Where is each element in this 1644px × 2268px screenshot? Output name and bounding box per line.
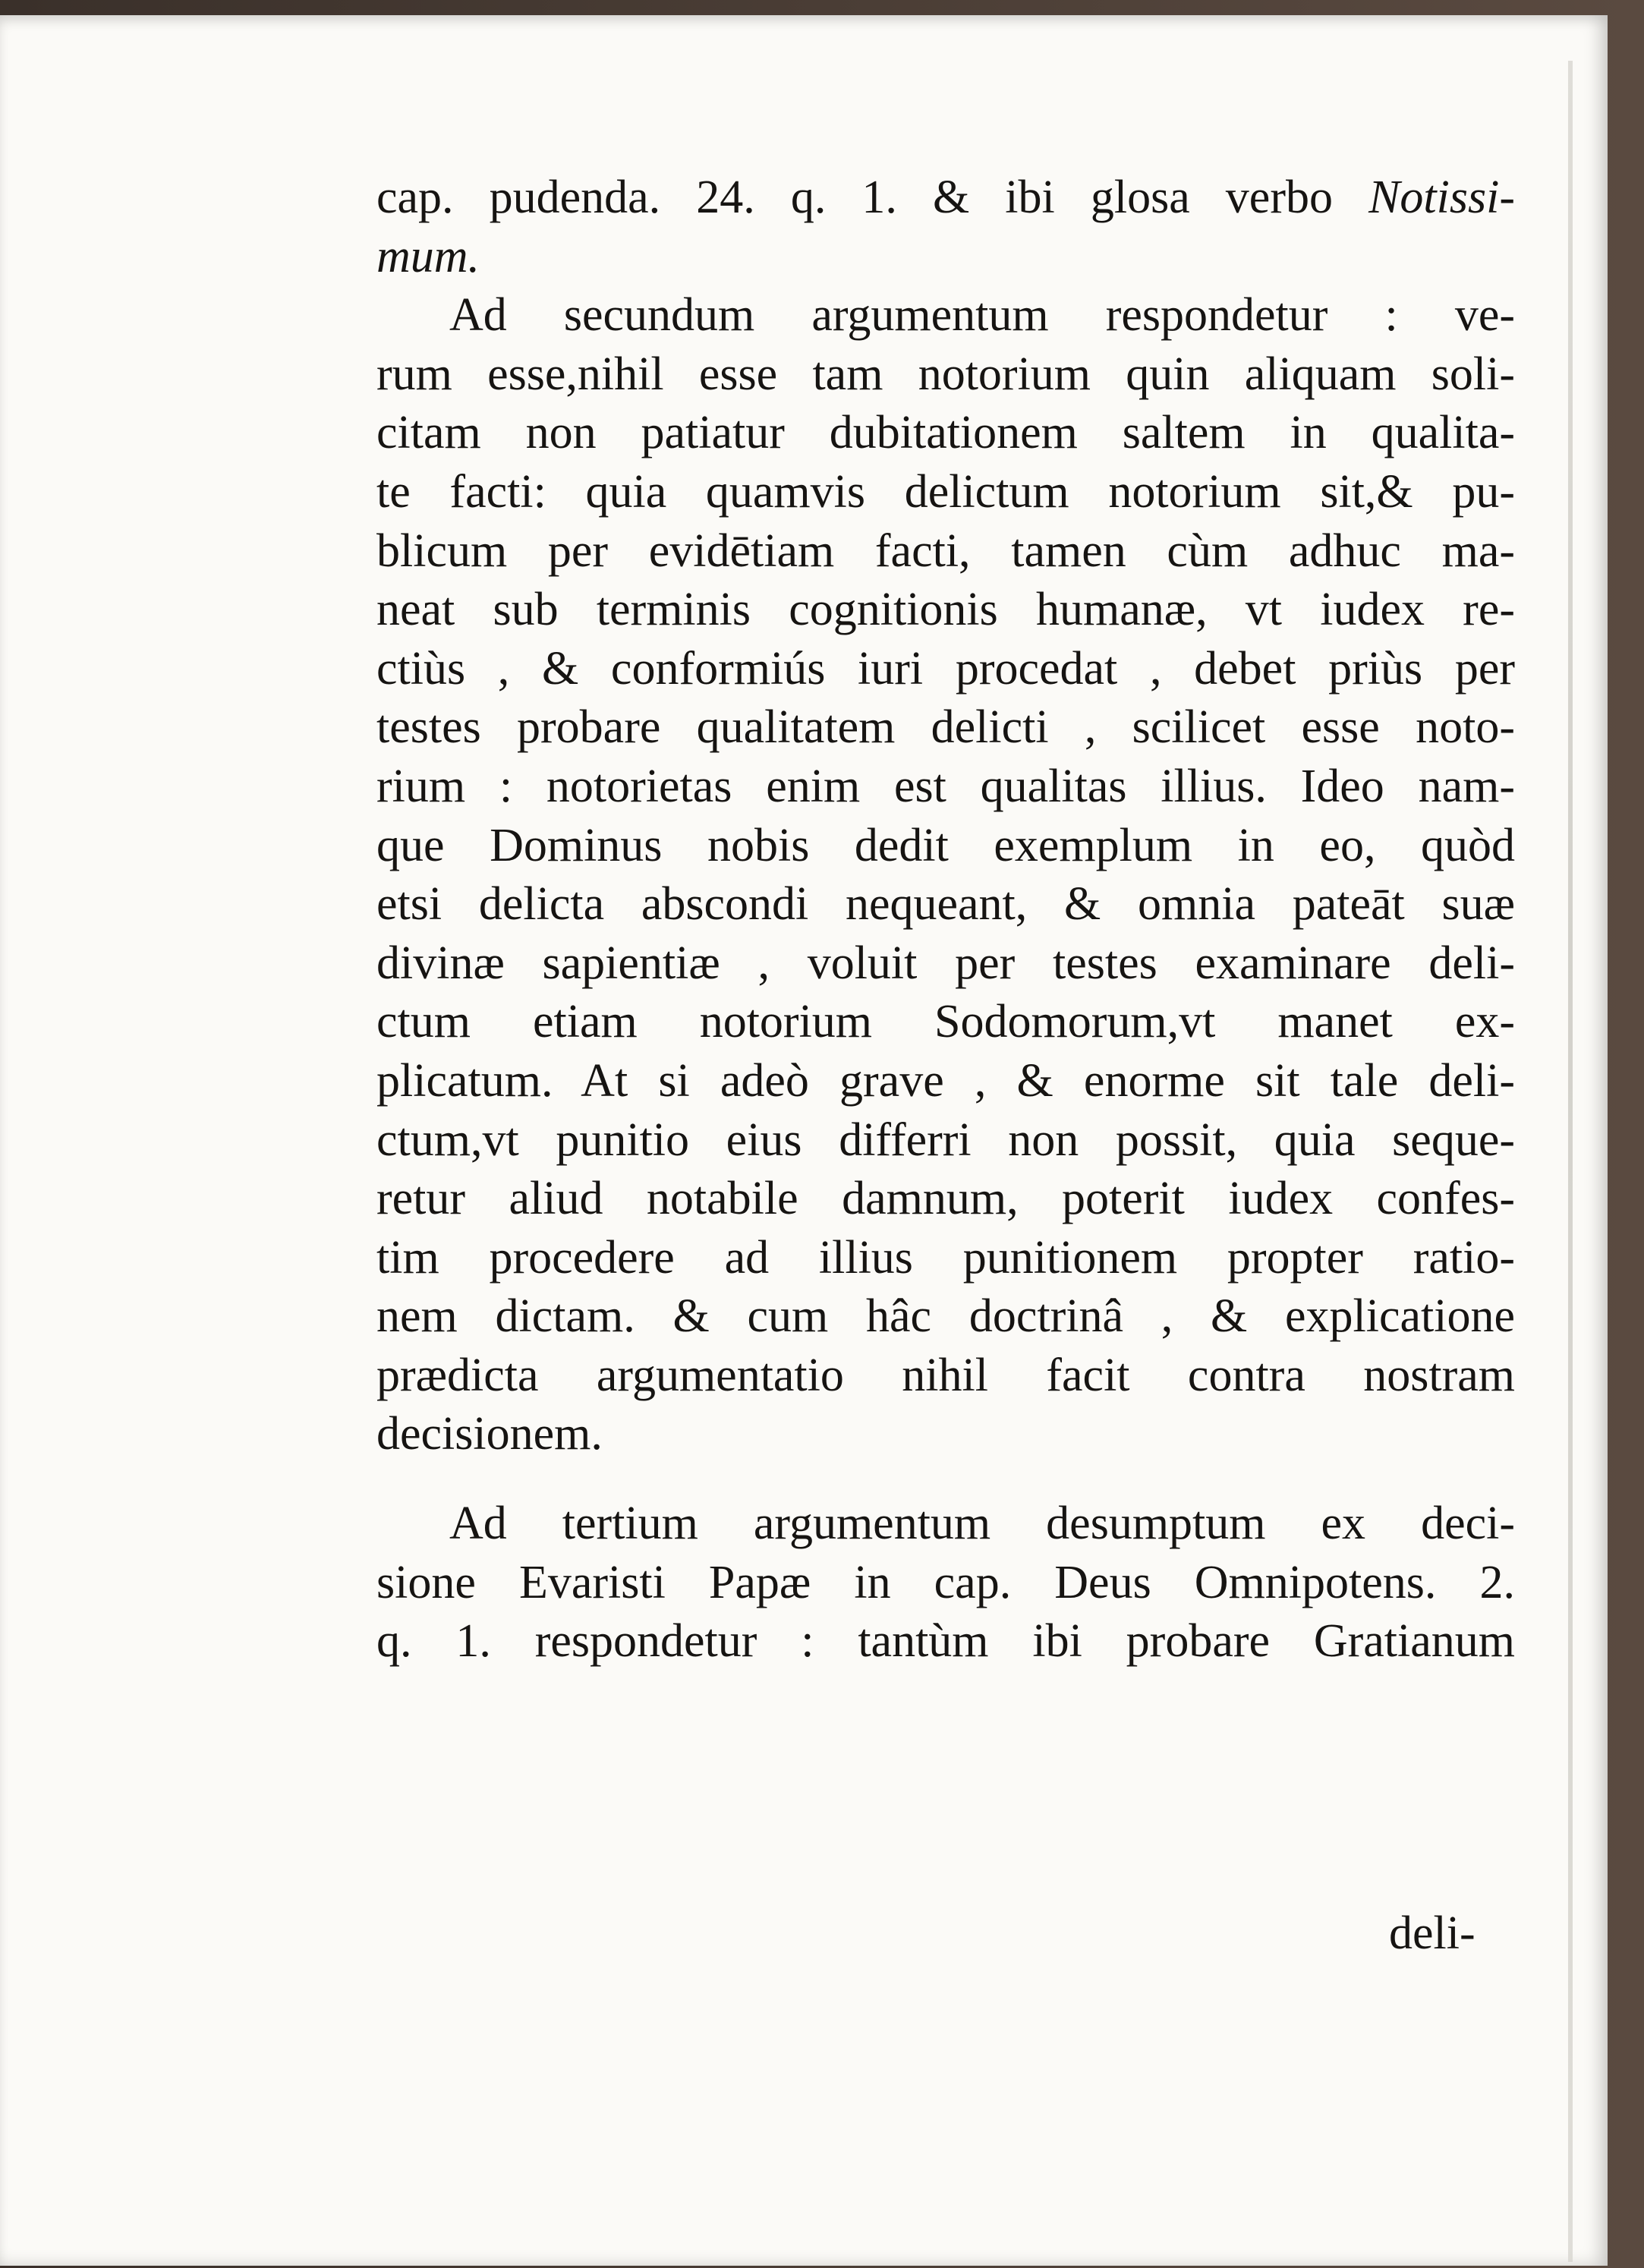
text-line: ctum,vt punitio eius differri non possit, quia seque- (376, 1114, 1515, 1166)
catchword: deli- (1389, 1907, 1476, 1959)
text-block (376, 169, 1515, 1671)
text-line: cap. pudenda. 24. q. 1. & ibi glosa verbo Notissi- (376, 172, 1515, 223)
paragraph-3-first-line: Ad tertium argumentum desumptum ex deci- (449, 1498, 1515, 1550)
text-line: decisionem. (376, 1408, 603, 1460)
text-line: plicatum. At si adeò grave , & enorme sit tale deli- (376, 1054, 1515, 1107)
text-line: mum. (376, 230, 480, 282)
text-line: sione Evaristi Papæ in cap. Deus Omnipotens. 2. (376, 1556, 1515, 1608)
text-line: citam non patiatur dubitationem saltem in qualita- (376, 407, 1515, 459)
text-line: ctum etiam notorium Sodomorum,vt manet ex- (376, 996, 1515, 1048)
text-line: retur aliud notabile damnum, poterit iudex confes- (376, 1173, 1515, 1225)
text-line: nem dictam. & cum hâc doctrinâ , & explicatione (376, 1290, 1515, 1343)
text-line: etsi delicta abscondi nequeant, & omnia pateāt suæ (376, 878, 1515, 931)
text-line: blicum per evidētiam facti, tamen cùm adhuc ma- (376, 524, 1515, 577)
paragraph-2-first-line: Ad secundum argumentum respondetur : ve- (449, 289, 1515, 342)
text-line: tim procedere ad illius punitionem propter ratio- (376, 1231, 1515, 1284)
text-line: rium : notorietas enim est qualitas illius. Ideo nam- (376, 760, 1515, 812)
text-line: q. 1. respondetur : tantùm ibi probare Gratianum (376, 1615, 1515, 1668)
text-line: te facti: quia quamvis delictum notorium sit,& pu- (376, 465, 1515, 518)
page-edge (1568, 61, 1573, 2262)
text-line: testes probare qualitatem delicti , scilicet esse noto- (376, 701, 1515, 754)
text-line: prædicta argumentatio nihil facit contra nostram (376, 1349, 1515, 1401)
text-line: que Dominus nobis dedit exemplum in eo, quòd (376, 819, 1515, 871)
text-line: ctiùs , & conformiús iuri procedat , debet priùs per (376, 642, 1515, 695)
text-line: divinæ sapientiæ , voluit per testes examinare deli- (376, 937, 1515, 989)
text-line: neat sub terminis cognitionis humanæ, vt iudex re- (376, 584, 1515, 636)
text-line: rum esse,nihil esse tam notorium quin aliquam soli- (376, 348, 1515, 400)
